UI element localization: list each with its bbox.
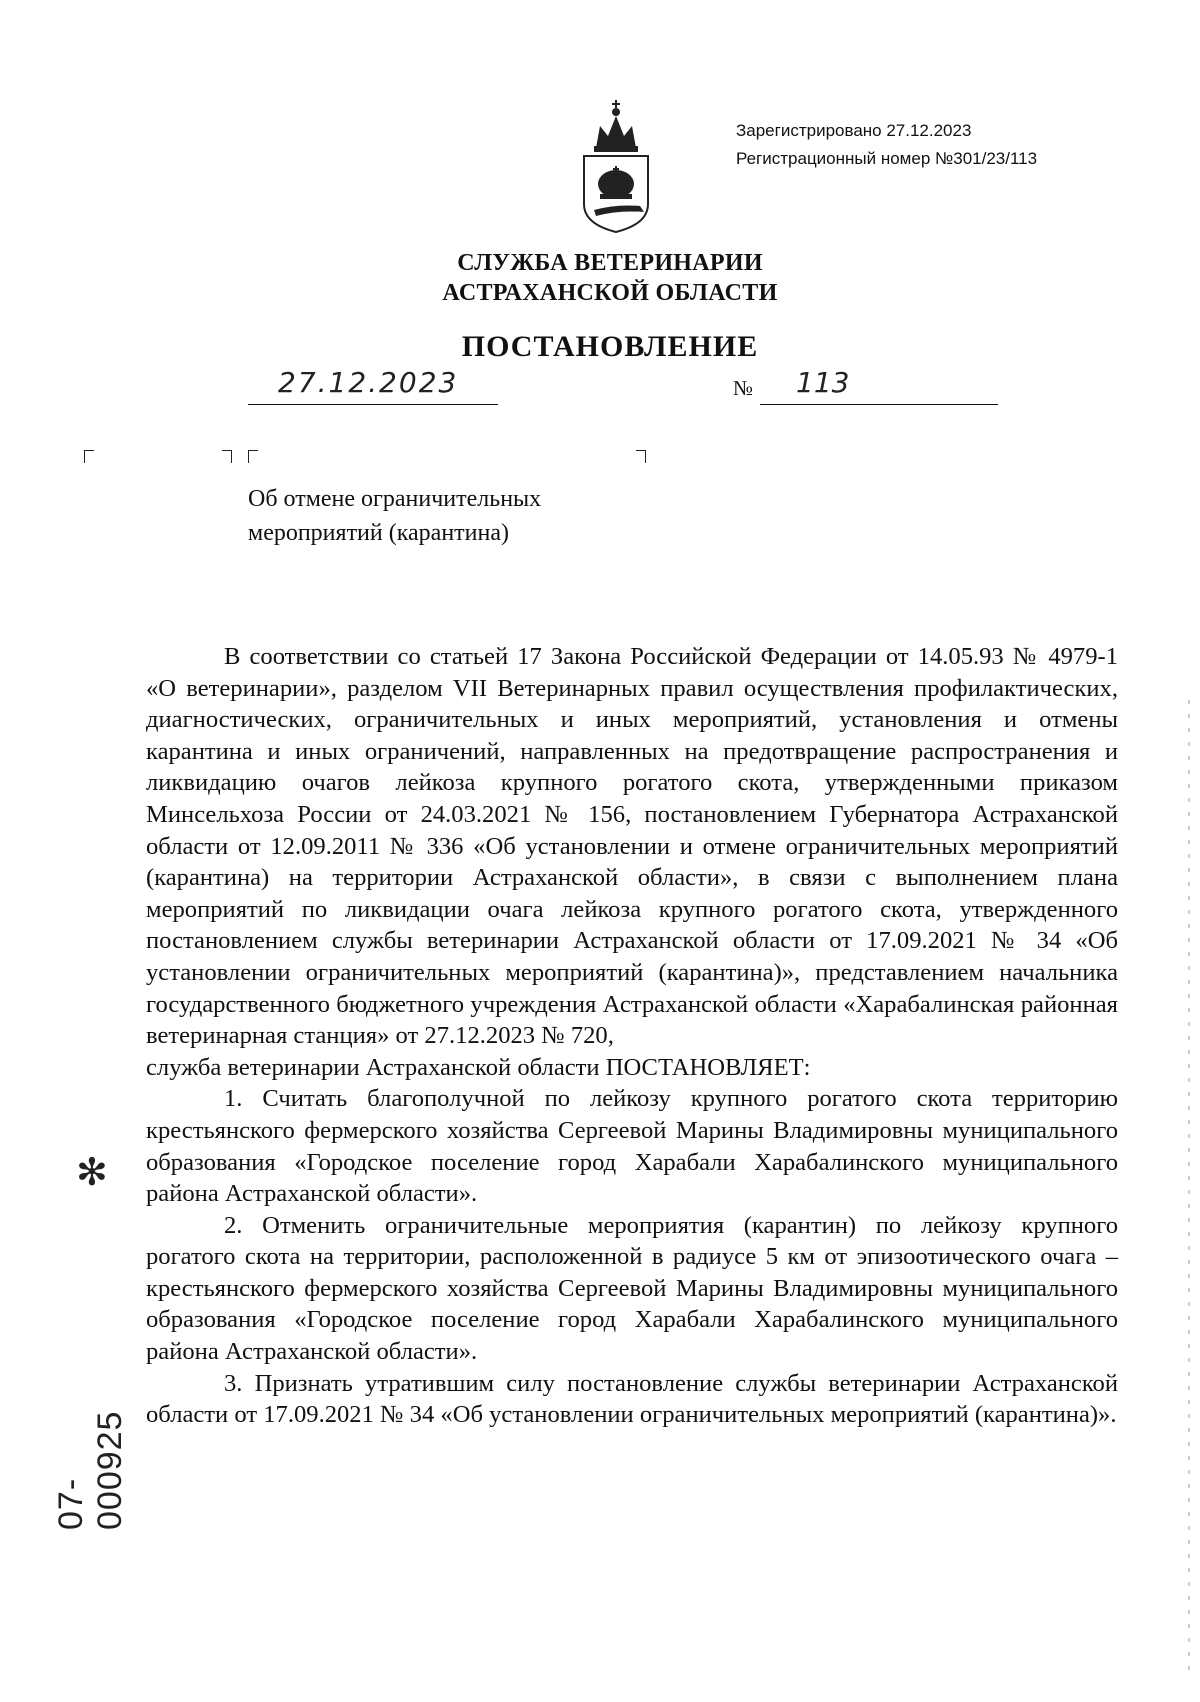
date-field xyxy=(248,368,498,405)
organization-line-1: СЛУЖБА ВЕТЕРИНАРИИ xyxy=(457,250,763,276)
resolution-item-3: 3. Признать утратившим силу постановление службы ветеринарии Астраханской области от 17.09.2021 № 34 «Об установлении ограничительных мероприятий (карантина)». xyxy=(146,1369,1118,1429)
handwritten-number: 113 xyxy=(796,366,850,399)
registration-date: Зарегистрировано 27.12.2023 xyxy=(736,121,972,140)
coat-of-arms-emblem xyxy=(566,86,666,236)
scan-edge-marks xyxy=(1188,700,1190,1680)
side-serial-number: 07- 000925 xyxy=(52,1410,129,1530)
handwritten-date: 27.12.2023 xyxy=(278,366,459,399)
bracket-top-right-inner xyxy=(222,450,232,463)
document-type-title: ПОСТАНОВЛЕНИЕ xyxy=(461,330,759,363)
resolves-line: служба ветеринарии Астраханской области ПОСТАНОВЛЯЕТ: xyxy=(146,1053,811,1081)
preamble-paragraph: В соответствии со статьей 17 Закона Российской Федерации от 14.05.93 № 4979-1 «О ветеринарии», разделом VII Ветеринарных правил осуществления профилактических, диагностических, ограничительных и иных мероприятий, установления и отмены карантина и иных ограничений, направленных на предотвращение распространения и ликвидацию очагов лейкоза крупного рогатого скота, утвержденными приказом Минсельхоза России от 24.03.2021 № 156, постановлением Губернатора Астраханской области от 12.09.2011 № 336 «Об установлении и отмене ограничительных мероприятий (карантина) на территории Астраханской области», в связи с выполнением плана мероприятий по ликвидации очага лейкоза крупного рогатого скота, утвержденного постановлением службы ветеринарии Астраханской области от 17.09.2021 № 34 «Об установлении ограничительных мероприятий (карантина)», представлением начальника государственного бюджетного учреждения Астраханской области «Харабалинская районная ветеринарная станция» от 27.12.2023 № 720, xyxy=(146,643,1118,1050)
subject-line-1: Об отмене ограничительных xyxy=(248,486,542,512)
resolution-item-2: 2. Отменить ограничительные мероприятия (карантин) по лейкозу крупного рогатого скота на территории, расположенной в радиусе 5 км от эпизоотического очага – крестьянского фермерского хозяйства Сергеевой Марины Владимировны муниципального образования «Городское поселение город Харабали Харабалинского муниципального района Астраханской области». xyxy=(146,1211,1118,1366)
registration-number: Регистрационный номер №301/23/113 xyxy=(736,149,1038,168)
number-label: № xyxy=(733,376,754,400)
document-body xyxy=(146,641,1118,1431)
resolution-item-1: 1. Считать благополучной по лейкозу крупного рогатого скота территорию крестьянского фермерского хозяйства Сергеевой Марины Владимировны муниципального образования «Городское поселение город Харабали Харабалинского муниципального района Астраханской области». xyxy=(146,1085,1118,1208)
bracket-top-right xyxy=(636,450,646,463)
registration-stamp xyxy=(736,117,1037,173)
side-mark: ✻ xyxy=(76,1150,108,1194)
bracket-top-left xyxy=(84,450,94,463)
organization-line-2: АСТРАХАНСКОЙ ОБЛАСТИ xyxy=(442,280,778,306)
organization-name xyxy=(380,248,840,308)
subject-line-2: мероприятий (карантина) xyxy=(248,520,509,546)
document-subject xyxy=(248,482,541,550)
bracket-top-left-inner xyxy=(248,450,258,463)
number-field xyxy=(760,368,998,405)
